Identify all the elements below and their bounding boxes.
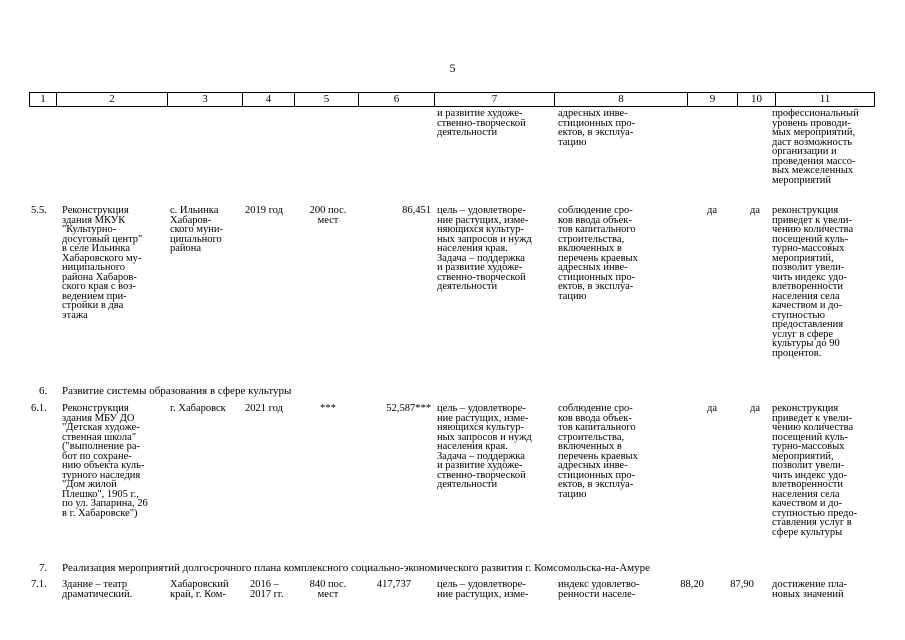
row-7-1-value-9: 88,20	[680, 579, 704, 590]
row-5-5-name: Реконструкция здания МКУК "Культурно- досуговый центр" в селе Ильинка Хабаровского му- ниципального района Хабаров- ского края с воз- ведением при- стройки в два этажа	[62, 205, 143, 321]
col-header-2: 2	[57, 93, 168, 106]
section-7-number: 7.	[39, 562, 48, 574]
col-header-8: 8	[555, 93, 688, 106]
section-7-title: Реализация мероприятий долгосрочного плана комплексного социально-экономического развития г. Комсомольска-на-Амуре	[62, 562, 651, 574]
row-7-1-year: 2016 – 2017 гг.	[250, 579, 284, 600]
col-header-7: 7	[435, 93, 555, 106]
row-5-5-capacity: 200 пос. мест	[309, 205, 347, 226]
cont-result: профессиональный уровень проводи- мых мероприятий, даст возможность организации и проведения массо- вых межселенных мероприятий	[772, 108, 859, 186]
cont-goal: и развитие художе- ственно-творческой деятельности	[437, 108, 526, 138]
row-6-1-number: 6.1.	[31, 403, 47, 414]
col-header-5: 5	[295, 93, 359, 106]
section-6-number: 6.	[39, 385, 48, 397]
row-5-5-value-10: да	[749, 205, 760, 216]
row-6-1-name: Реконструкция здания МБУ ДО "Детская художе- ственная школа" ("выполнение ра- бот по сохране- нию объекта куль- турного наследия "Дом жилой Плешко", 1905 г., по ул. Запарина, 26 в г. Хабаровске")	[62, 403, 148, 519]
row-7-1-value-10: 87,90	[730, 579, 754, 590]
row-7-1-place: Хабаровский край, г. Ком-	[170, 579, 229, 600]
row-5-5-result: реконструкция приведет к увели- чению количества посещений куль- турно-массовых мероприятий, позволит увели- чить индекс удо- влетворенности населения села качеством и до- ступностью предоставления услуг в сфере культуры до 90 процентов.	[772, 205, 854, 359]
row-7-1-capacity: 840 пос. мест	[309, 579, 347, 600]
row-5-5-place: с. Ильинка Хабаров- ского муни- ципального района	[170, 205, 224, 254]
row-6-1-cost: 52,587***	[386, 403, 431, 414]
row-5-5-goal: цель – удовлетворе- ние растущих, изме- няющихся культур- ных запросов и нужд населения края. Задача – поддержка и развитие художе- ственно-творческой деятельности	[437, 205, 532, 292]
section-6-title: Развитие системы образования в сфере культуры	[62, 385, 292, 397]
row-7-1-indicator: индекс удовлетво- ренности населе-	[558, 579, 640, 600]
col-header-1: 1	[30, 93, 57, 106]
row-6-1-result: реконструкция приведет к увели- чению количества посещений куль- турно-массовых мероприятий, позволит увели- чить индекс удо- влетворенности населения села качеством и до- ступностью предо- ставления услуг в сфере культуры	[772, 403, 858, 538]
row-5-5-number: 5.5.	[31, 205, 47, 216]
row-5-5-cost: 86,451	[402, 205, 431, 216]
col-header-11: 11	[819, 93, 831, 105]
row-6-1-goal: цель – удовлетворе- ние растущих, изме- няющихся культур- ных запросов и нужд населения края. Задача – поддержка и развитие художе- ственно-творческой деятельности	[437, 403, 532, 490]
row-7-1-number: 7.1.	[31, 579, 47, 590]
row-6-1-year: 2021 год	[245, 403, 283, 414]
row-6-1-place: г. Хабаровск	[170, 403, 226, 414]
col-header-9: 9	[688, 93, 738, 106]
row-6-1-value-9: да	[706, 403, 717, 414]
cont-indicator: адресных инве- стиционных про- ектов, в эксплуа- тацию	[558, 108, 636, 148]
row-7-1-name: Здание – театр драматический.	[62, 579, 133, 600]
col-header-3: 3	[168, 93, 243, 106]
row-6-1-capacity: ***	[320, 403, 336, 414]
table-header	[29, 92, 875, 107]
col-header-6: 6	[359, 93, 435, 106]
row-5-5-year: 2019 год	[245, 205, 283, 216]
row-7-1-result: достижение пла- новых значений	[772, 579, 848, 600]
page-number: 5	[449, 61, 456, 75]
row-6-1-value-10: да	[749, 403, 760, 414]
col-header-10: 10	[738, 93, 776, 106]
row-6-1-indicator: соблюдение сро- ков ввода объек- тов капитального строительства, включенных в перечень краевых адресных инве- стиционных про- ектов, в эксплуа- тацию	[558, 403, 638, 500]
col-header-4: 4	[243, 93, 295, 106]
row-7-1-cost: 417,737	[376, 579, 411, 590]
row-5-5-value-9: да	[706, 205, 717, 216]
row-7-1-goal: цель – удовлетворе- ние растущих, изме-	[437, 579, 529, 600]
row-5-5-indicator: соблюдение сро- ков ввода объек- тов капитального строительства, включенных в перечень краевых адресных инве- стиционных про- ектов, в эксплуа- тацию	[558, 205, 638, 302]
